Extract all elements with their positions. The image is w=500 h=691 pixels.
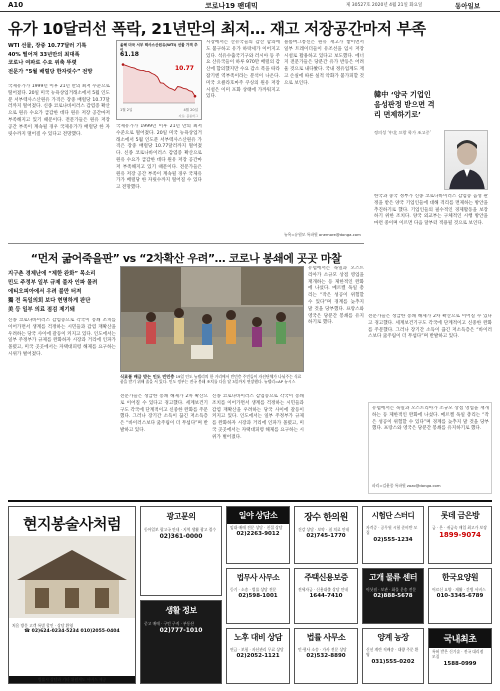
ad-title: 법률 사무소 (306, 633, 346, 642)
ad-house-illustration (9, 536, 135, 618)
newspaper-name: 동아일보 (455, 2, 481, 10)
ad-body: 처음 방문 고객 특별 할인 · 상담 환영 (12, 623, 74, 628)
news-photo (120, 266, 304, 372)
oil-price-chart (116, 40, 202, 120)
chart-x-end: 4월 20일 (183, 108, 198, 112)
article2-body-right2: 전문가들은 성급한 봉쇄 해제가 2차 확산으로 이어질 수 있다고 경고했다. 세계보건기구도 각국에 단계적이고 신중한 완화를 주문했다. 그러나 장기간 소득이 끊긴 저소득층은 “바이러스보다 굶주림이 더 무섭다”며 반발하고 있다. (368, 314, 492, 340)
photo-caption (120, 374, 304, 385)
advertisement-zone (8, 500, 492, 684)
ad-body: 건강 상담 · 보약 · 침 치료 안내 (298, 527, 350, 532)
ad-phone: 1899-9074 (439, 531, 481, 540)
photo-caption-title: 식료품 배급 받는 인도 빈민층 (120, 374, 175, 379)
ad-title: 광고문의 (166, 512, 196, 521)
ad-block[interactable] (8, 506, 136, 684)
ad-footer: 법률시 상담과 기타 위원제도 서비스 제공 (9, 676, 135, 683)
issue-info: 제 30527호 2020년 4월 21일 화요일 (346, 3, 423, 8)
article2-body-mid: 전문가들은 성급한 봉쇄 해제가 2차 확산으로 이어질 수 있다고 경고했다. 세계보건기구도 각국에 단계적이고 신중한 완화를 주문했다. 그러나 장기간 소득이 끊긴 저소득층은 “바이러스보다 굶주림이 더 무섭다”며 반발하고 있다. (120, 394, 208, 433)
ad-title: 국내최초 (429, 629, 491, 648)
subhead-line: 지구촌 경제난에 “제한 완화” 목소리 (8, 271, 96, 277)
chart-x-start: 1월 2일 (120, 108, 133, 112)
chart-start-value: 61.18 (120, 51, 139, 58)
ad-phone: 031)555-0202 (371, 658, 415, 665)
ad-block[interactable] (294, 568, 358, 624)
ad-title: 주택신용보증 (304, 573, 348, 582)
ad-phone: 02)2263-9012 (236, 531, 280, 538)
page-header (0, 0, 500, 12)
ad-title: 장수 한의원 (304, 513, 348, 523)
ad-title: 일야 상담소 (227, 507, 289, 524)
ad-body: 동아일보 광고국 안내 · 지역 생활 광고 접수 (144, 527, 217, 532)
subhead-line: 에티오피아에서 우려 불만 터져 (8, 289, 82, 295)
subhead-line: 美 등 일부 의료 점검 제기돼 (8, 307, 75, 313)
ad-title: 법무사 사무소 (236, 573, 280, 582)
article1-body-col4: 블룸버그통신은 원유 재고가 쌓이면서 일부 트레이더들이 유조선을 임시 저장 시설로 활용하고 있다고 보도했다. 에너지 전문가들은 당분간 유가 반등은 어려울 것으로 내다봤다. 국내 정유업계도 재고 손실에 따른 실적 악화가 불가피할 것으로 보인다. (284, 40, 364, 86)
ad-title: 고개 물류 센터 (369, 573, 417, 582)
ad-phone: 1644-7410 (309, 593, 343, 600)
ad-phone: 02)361-0000 (159, 533, 203, 541)
ad-phone: 1588-0999 (443, 660, 477, 667)
ad-block[interactable] (294, 628, 358, 684)
ad-body: 등기 · 소송 · 법률 상담 전문 (230, 587, 277, 592)
subhead-line: 민도 주정부 일부 규제 풀자 인파 몰려 (8, 280, 98, 286)
ad-body: 신선 계란 직배송 · 대량 주문 환영 (366, 647, 419, 658)
ad-block[interactable] (428, 628, 492, 684)
chart-end-value: 10.77 (175, 65, 194, 72)
ad-block[interactable] (140, 600, 222, 684)
ad-phone: 02)2052-1121 (236, 653, 280, 660)
article2-byline: 파리=김윤종 특파원 zozo@donga.com (372, 483, 441, 488)
ad-title: 롯데 금은방 (440, 511, 480, 520)
subhead-line: 코로나 여파로 수요 위축 뚜렷 (8, 60, 77, 67)
article2-body-left: 신종 코로나바이러스 감염증으로 각국이 봉쇄 조치를 이어가면서 생계를 걱정하는 시민들과 감염 재확산을 우려하는 당국 사이에 갈등이 커지고 있다. 인도에서는 일부 주정부가 규제를 완화하자 시장과 거리에 인파가 몰렸고, 미국 곳곳에서는 자택대피령 해제를 요구하는 시위가 벌어졌다. (8, 318, 116, 357)
ad-block[interactable] (140, 506, 222, 596)
ad-title: 현지봉술사처럼 (23, 515, 121, 533)
ad-body: 어르신 요양 · 재활 · 간병 서비스 (432, 587, 486, 592)
page-number: A10 (8, 1, 24, 9)
opinion-column (368, 80, 492, 310)
ad-phone: 02)777-1010 (159, 627, 203, 635)
subhead-line: 40% 떨어져 33년만의 최대폭 (8, 51, 80, 58)
chart-point (194, 95, 197, 98)
ad-body: 중고 매매 · 구인 구직 · 부동산 (144, 621, 195, 626)
section-title: 코로나19 팬데믹 (205, 2, 258, 10)
article1-byline: 뉴욕=유원모 특파원 onemore@donga.com (284, 232, 361, 237)
ad-phone: 02)532-8890 (306, 653, 346, 660)
ad-phone: ☎ 02)624-0234·5234 010)2055-0404 (24, 629, 120, 635)
chart-area (123, 65, 195, 104)
article1-subheads (8, 42, 110, 76)
ad-body: 임대·매매 전문 상담 · 친절 상담 (230, 525, 283, 530)
ad-title: 시험단 스터디 (371, 511, 415, 520)
ad-phone: 02)888-5678 (373, 593, 413, 600)
ad-block[interactable] (428, 568, 492, 624)
ad-title: 한국요양원 (441, 573, 479, 582)
ad-phone: 02)598-1001 (238, 593, 278, 600)
ad-phone: 02)555-1234 (373, 536, 413, 543)
article1-body-col3: 시장에서는 산유국들의 감산 합의에도 불구하고 유가 하락세가 이어지고 있다. 석유수출국기구와 러시아 등 주요 산유국들이 하루 970만 배럴의 감산에 합의했지만 수요 감소 폭을 따라잡기엔 역부족이라는 분석이 나온다. 미국 오클라호마주 쿠싱의 원유 저장 시설은 이미 포화 상태에 가까워지고 있다. (206, 40, 280, 100)
chart-title: 올해 미국 서부 텍사스산원유(WTI) 선물 가격 추이 (120, 43, 198, 52)
article2-body-right: 유럽에서는 독일과 오스트리아가 소규모 상점 영업을 재개하는 등 제한적인 완화에 나섰다. 메르켈 독일 총리는 “작은 성공이 위험할 수 있다”며 경계를 늦추지 말 것을 당부했다. 프랑스와 영국은 당분간 봉쇄를 유지하기로 했다. (308, 266, 364, 326)
ad-block[interactable] (362, 568, 424, 624)
ad-block[interactable] (362, 628, 424, 684)
article2-body-mid2: 신종 코로나바이러스 감염증으로 각국이 봉쇄 조치를 이어가면서 생계를 걱정하는 시민들과 감염 재확산을 우려하는 당국 사이에 갈등이 커지고 있다. 인도에서는 일부 주정부가 규제를 완화하자 시장과 거리에 인파가 몰렸고, 미국 곳곳에서는 자택대피령 해제를 요구하는 시위가 벌어졌다. (212, 394, 304, 440)
subhead-line: WTI 선물, 장중 10.77달러 기록 (8, 43, 87, 49)
ad-block[interactable] (226, 568, 290, 624)
ad-body: 연금 · 보험 · 자산관리 무료 상담 (230, 647, 284, 652)
ad-block[interactable] (428, 506, 492, 564)
chart-point (122, 63, 125, 66)
ad-block[interactable] (226, 628, 290, 684)
opinion-author: 정의성 ‘中北 프랑 학가 조고중’ (374, 130, 431, 135)
opinion-body: 한국과 중국 정부가 신종 코로나바이러스 감염증 음성 판정을 받은 양국 기업인들에 대해 격리를 면제하는 방안을 추진하기로 했다. 기업인들의 필수적인 경제활동을 보장하기 위한 조치다. 양국 외교부는 구체적인 시행 방안을 마련 중이며 이르면 다음 달부터 적용될 것으로 보인다. (374, 194, 488, 227)
article2-subheads (8, 270, 116, 315)
article2-body-tail: 유럽에서는 독일과 오스트리아가 소규모 상점 영업을 재개하는 등 제한적인 완화에 나섰다. 메르켈 독일 총리는 “작은 성공이 위험할 수 있다”며 경계를 늦추지 말 것을 당부했다. 프랑스와 영국은 당분간 봉쇄를 유지하기로 했다. (372, 406, 489, 432)
subhead-line: 獨 전 독일의회 보다 현명하게 판단 (8, 298, 91, 304)
chart-credit: 자료: 블룸버그 (178, 114, 198, 118)
ad-title: 노후 대비 상담 (234, 633, 282, 642)
ad-body: 자격증 · 공무원 시험 준비반 모집 (366, 525, 418, 536)
ad-block[interactable] (294, 506, 358, 564)
opinion-title[interactable]: 韓中 ‘양국 기업인 음성판정 받으면 격리 면제하기로’ (374, 90, 435, 119)
article1-headline[interactable]: 유가 10달러선 폭락, 21년만의 최저… 재고 저장공간마저 부족 (8, 20, 426, 38)
ad-phone: 010-3345-6789 (436, 593, 484, 600)
author-portrait (444, 130, 488, 190)
subhead-line: 전문가 “5월 배럴당 한자릿수” 전망 (8, 68, 93, 75)
ad-block[interactable] (226, 506, 290, 564)
side-text-block (368, 402, 492, 494)
ad-body: 전세자금 · 신용대출 상담 안내 (298, 587, 349, 592)
photo-caption-text: 19일 인도 뉴델리의 한 거리에서 빈민층 주민들이 자선단체가 나눠주는 식료품을 받기 위해 줄을 서 있다. 인도 정부는 전국 봉쇄 조치를 다음 달 3일까지 연장했다. 뉴델리=AP 뉴시스 (120, 374, 302, 385)
section-divider (8, 243, 364, 244)
ad-body: 이삿짐 · 보관 · 화물 운송 전문 (366, 587, 417, 592)
ad-title: 양계 농장 (377, 633, 409, 642)
ad-title: 생활 정보 (165, 606, 197, 615)
ad-body: 민·형사 소송 · 가사 전문 상담 (298, 647, 347, 652)
article1-body-col2: 국제유가가 1999년 이후 21년 만의 최저 수준으로 떨어졌다. 20일 미국 뉴욕상업거래소에서 5월 인도분 서부텍사스산원유 가격은 장중 배럴당 10.77달러까지 떨어졌다. 신종 코로나바이러스 감염증 확산으로 원유 수요가 급감한 데다 원유 저장 공간마저 부족해지고 있기 때문이다. 전문가들은 원유 저장 공간 부족이 계속될 경우 국제유가가 배럴당 한 자릿수까지 떨어질 수 있다고 전망했다. (116, 124, 202, 191)
ad-phone: 02)745-1770 (306, 533, 346, 540)
ad-body: 특허 받은 신기술 · 전국 대리점 모집 (432, 649, 484, 660)
ad-block[interactable] (362, 506, 424, 564)
ad-body: 금 · 은 · 귀금속 매입 최고가 보장 (432, 525, 487, 530)
article2-headline[interactable]: “먼저 굶어죽을판” vs “2차확산 우려”… 코로나 봉쇄에 곳곳 마찰 (30, 252, 342, 265)
article1-body-col1: 국제유가가 1999년 이후 21년 만의 최저 수준으로 떨어졌다. 20일 미국 뉴욕상업거래소에서 5월 인도분 서부텍사스산원유 가격은 장중 배럴당 10.77달러까지 떨어졌다. 신종 코로나바이러스 감염증 확산으로 원유 수요가 급감한 데다 원유 저장 공간마저 부족해지고 있기 때문이다. 전문가들은 원유 저장 공간 부족이 계속될 경우 국제유가가 배럴당 한 자릿수까지 떨어질 수 있다고 전망했다. (8, 84, 110, 137)
